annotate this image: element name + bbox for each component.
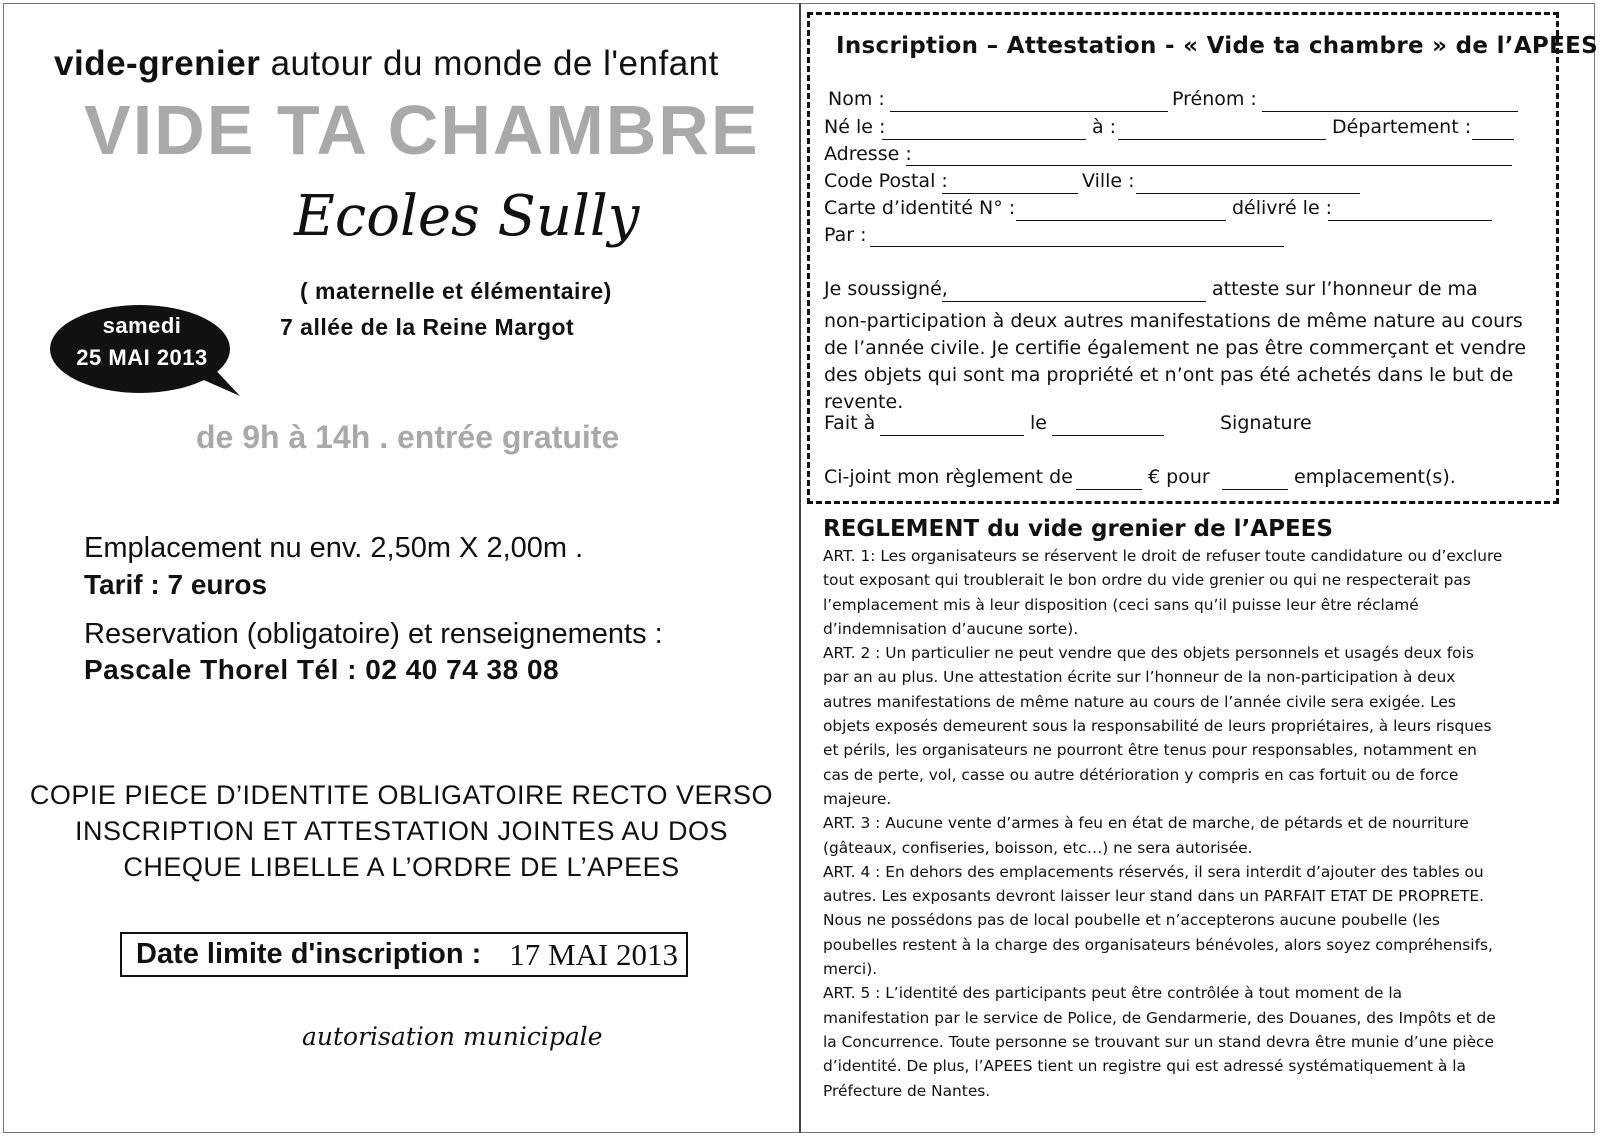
flyer-panel (4, 4, 799, 1132)
note-line: CHEQUE LIBELLE A L’ORDRE DE L’APEES (123, 852, 680, 882)
soussigne-label: Je soussigné, (824, 278, 948, 300)
deadline-box (120, 932, 688, 977)
flyer-subtitle (54, 44, 719, 84)
note-line: INSCRIPTION ET ATTESTATION JOINTES AU DOS (74, 816, 729, 846)
article-1: ART. 1: Les organisateurs se réservent le droit de refuser toute candidature ou d’exclure tout exposant qui troublerait le bon ordre du vide grenier ou qui ne respecterait pas l’emplacement mis à leur disposition (ceci sans qu’il puisse leur être réclamé d’indemnisation d’aucune sorte). (823, 547, 1503, 638)
signature-label: Signature (1220, 412, 1312, 434)
date-bubble-text (56, 310, 228, 374)
le-field[interactable] (1052, 435, 1164, 436)
registration-form (807, 12, 1598, 504)
a-field[interactable] (1118, 139, 1326, 140)
departement-field[interactable] (1472, 139, 1514, 140)
delivre-label: délivré le : (1232, 197, 1333, 219)
montant-field[interactable] (1076, 489, 1142, 490)
school-name: Ecoles Sully (294, 184, 640, 249)
carte-field[interactable] (1016, 220, 1226, 221)
event-hours: de 9h à 14h . entrée gratuite (196, 419, 620, 455)
departement-label: Département : (1332, 116, 1472, 138)
attestation-text: non-participation à deux autres manifestations de même nature au cours de l’année civile. Je certifie également ne pas être commerçant et vendre des objets qui sont ma propriété et n’ont pas été achetés dans le but de revente. (824, 310, 1527, 413)
code-postal-field[interactable] (942, 193, 1078, 194)
nom-label: Nom : (828, 88, 885, 110)
fait-a-field[interactable] (880, 435, 1024, 436)
delivre-field[interactable] (1328, 220, 1492, 221)
soussigne-field[interactable] (942, 301, 1206, 302)
adresse-label: Adresse : (824, 143, 912, 165)
emplacements-field[interactable] (1222, 489, 1288, 490)
atteste-label: atteste sur l’honneur de ma (1212, 278, 1478, 300)
a-label: à : (1092, 116, 1117, 138)
reservation-info: Reservation (obligatoire) et renseignements : (84, 618, 663, 650)
code-postal-label: Code Postal : (824, 170, 948, 192)
article-5: ART. 5 : L’identité des participants peut être contrôlée à tout moment de la manifestation par le service de Police, de Gendarmerie, des Douanes, des Impôts et de la Concurrence. Toute personne se trouvant sur un stand devra être munie d’une pièce d’identité. De plus, l’APEES tient un registre qui est adressé systématiquement à la Préfecture de Nantes. (823, 984, 1496, 1100)
event-address: 7 allée de la Reine Margot (280, 314, 575, 340)
flyer-title: VIDE TA CHAMBRE (84, 91, 760, 169)
emplacement-info: Emplacement nu env. 2,50m X 2,00m . (84, 532, 584, 564)
nom-field[interactable] (890, 111, 1168, 112)
euro-pour-label: € pour (1148, 466, 1210, 488)
note-line: COPIE PIECE D’IDENTITE OBLIGATOIRE RECTO VERSO (29, 780, 774, 810)
event-day: samedi (102, 313, 182, 338)
form-title: Inscription – Attestation - « Vide ta chambre » de l’APEES (836, 33, 1598, 59)
subtitle-rest: autour du monde de l'enfant (260, 44, 719, 83)
ne-le-label: Né le : (824, 116, 886, 138)
reglement-articles (823, 544, 1503, 1103)
adresse-field[interactable] (906, 165, 1512, 166)
tarif-info: Tarif : 7 euros (84, 569, 268, 600)
par-label: Par : (824, 224, 867, 246)
fait-a-label: Fait à (824, 412, 876, 434)
contact-info: Pascale Thorel Tél : 02 40 74 38 08 (84, 654, 560, 685)
article-4: ART. 4 : En dehors des emplacements réservés, il sera interdit d’ajouter des tables ou autres. Les exposants devront laisser leur stand dans un PARFAIT ETAT DE PROPRETE. Nous ne possédons pas de local poubelle et n’accepterons aucune poubelle (les poubelles restent à la charge des organisateurs bénévoles, alors soyez compréhensifs, merci). (823, 862, 1493, 979)
article-2: ART. 2 : Un particulier ne peut vendre que des objets personnels et usagés deux fois par an au plus. Une attestation écrite sur l’honneur de la non-participation à deux autres manifestations de même nature au cours de l’année civile sera exigée. Les objets exposés demeurent sous la responsabilité de leurs propriétaires, à leurs risques et périls, les organisateurs ne pourront être tenus pour responsables, notamment en cas de perte, vol, casse ou autre détérioration y compris en cas fortuit ou de force majeure. (823, 644, 1492, 808)
deadline-value: 17 MAI 2013 (509, 936, 679, 972)
ci-joint-label: Ci-joint mon règlement de (824, 466, 1073, 488)
article-3: ART. 3 : Aucune vente d’armes à feu en état de marche, de pétards et de nourriture (gâteaux, confiseries, boisson, etc…) ne sera autorisée. (823, 814, 1469, 857)
prenom-field[interactable] (1262, 111, 1518, 112)
authorization-note: autorisation municipale (302, 1022, 603, 1051)
form-panel (801, 4, 1596, 1132)
le-label: le (1030, 412, 1047, 434)
carte-label: Carte d’identité N° : (824, 197, 1016, 219)
ne-le-field[interactable] (882, 139, 1086, 140)
reglement-title: REGLEMENT du vide grenier de l’APEES (823, 516, 1333, 542)
emplacements-label: emplacement(s). (1294, 466, 1456, 488)
par-field[interactable] (870, 246, 1284, 247)
prenom-label: Prénom : (1172, 88, 1257, 110)
deadline-label: Date limite d'inscription : (136, 938, 482, 970)
ville-field[interactable] (1136, 193, 1360, 194)
ville-label: Ville : (1082, 170, 1135, 192)
requirements-notes (4, 777, 799, 885)
event-date: 25 MAI 2013 (76, 345, 208, 370)
subtitle-bold: vide-grenier (54, 44, 261, 83)
school-subtitle: ( maternelle et élémentaire) (300, 278, 612, 304)
